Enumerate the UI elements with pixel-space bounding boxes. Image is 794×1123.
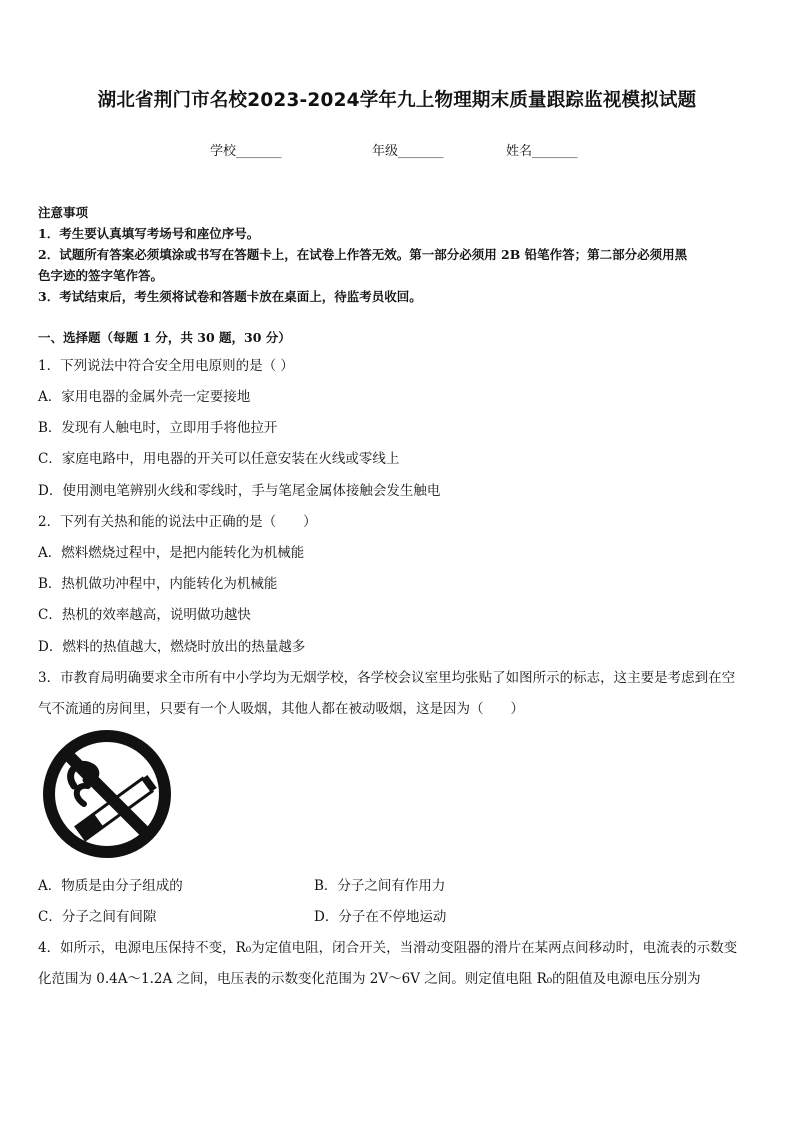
q3-option-a: A．物质是由分子组成的 xyxy=(38,878,183,894)
question-4-stem-line2: 化范围为 0.4A～1.2A 之间，电压表的示数变化范围为 2V～6V 之间。则定值电阻 R₀的阻值及电源电压分别为 xyxy=(38,971,701,987)
exam-title: 湖北省荆门市名校2023-2024学年九上物理期末质量跟踪监视模拟试题 xyxy=(97,90,697,111)
q1-option-c: C．家庭电路中，用电器的开关可以任意安装在火线或零线上 xyxy=(38,451,400,467)
section-heading: 一、选择题（每题 1 分，共 30 题，30 分） xyxy=(38,330,291,345)
notice-item-2-cont: 色字迹的签字笔作答。 xyxy=(38,268,164,283)
notice-item-1: 1．考生要认真填写考场号和座位序号。 xyxy=(38,226,260,241)
q2-option-a: A．燃料燃烧过程中，是把内能转化为机械能 xyxy=(38,545,305,561)
school-field: 学校_______ xyxy=(210,144,282,159)
q2-option-b: B．热机做功冲程中，内能转化为机械能 xyxy=(38,576,278,592)
q1-option-b: B．发现有人触电时，立即用手将他拉开 xyxy=(38,420,278,436)
q1-option-d: D．使用测电笔辨别火线和零线时，手与笔尾金属体接触会发生触电 xyxy=(38,483,441,499)
q2-option-c: C．热机的效率越高，说明做功越快 xyxy=(38,607,251,623)
notice-item-3: 3．考试结束后，考生须将试卷和答题卡放在桌面上，待监考员收回。 xyxy=(38,289,422,304)
question-4-stem-line1: 4．如所示，电源电压保持不变，R₀为定值电阻，闭合开关，当滑动变阻器的滑片在某两点间移动时，电流表的示数变 xyxy=(38,940,738,956)
q2-option-d: D．燃料的热值越大，燃烧时放出的热量越多 xyxy=(38,639,306,655)
q3-option-b: B．分子之间有作用力 xyxy=(314,878,446,894)
no-smoking-icon xyxy=(38,726,180,862)
name-field: 姓名_______ xyxy=(506,144,578,159)
q3-option-c: C．分子之间有间隙 xyxy=(38,909,157,925)
question-3-stem-line1: 3．市教育局明确要求全市所有中小学均为无烟学校，各学校会议室里均张贴了如图所示的标志，这主要是考虑到在空 xyxy=(38,670,736,686)
q1-option-a: A．家用电器的金属外壳一定要接地 xyxy=(38,389,251,405)
question-1-stem: 1．下列说法中符合安全用电原则的是（ ） xyxy=(38,358,294,374)
question-2-stem: 2．下列有关热和能的说法中正确的是（ ） xyxy=(38,514,317,530)
no-smoking-sign xyxy=(38,726,180,862)
notice-heading: 注意事项 xyxy=(38,205,89,220)
notice-item-2: 2．试题所有答案必须填涂或书写在答题卡上，在试卷上作答无效。第一部分必须用 2B 铅笔作答；第二部分必须用黑 xyxy=(38,247,688,262)
grade-field: 年级_______ xyxy=(372,144,444,159)
question-3-stem-line2: 气不流通的房间里，只要有一个人吸烟，其他人都在被动吸烟，这是因为（ ） xyxy=(38,701,524,717)
q3-option-d: D．分子在不停地运动 xyxy=(314,909,447,925)
